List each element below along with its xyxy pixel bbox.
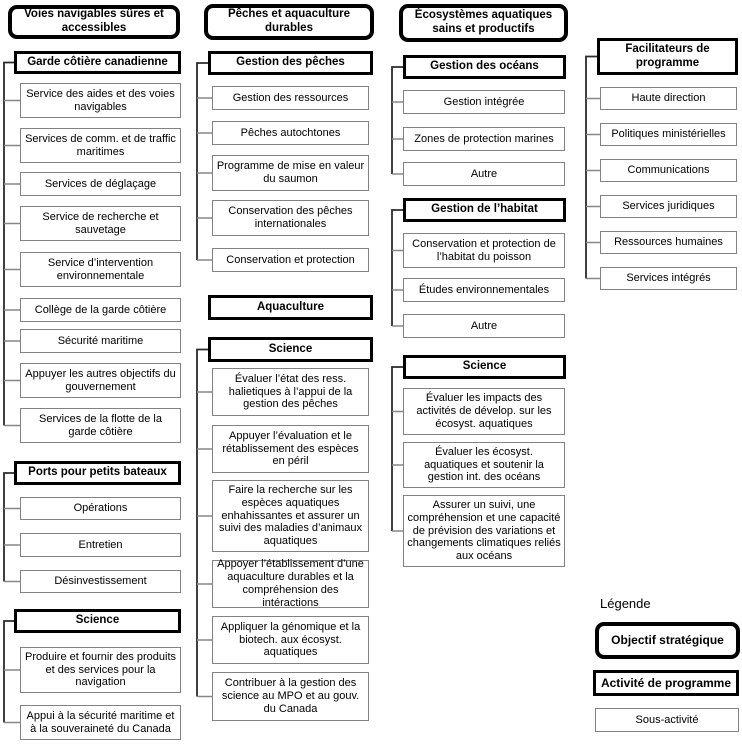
sub-activity-box: Désinvestissement [20,570,181,593]
sub-activity-box: Évaluer les impacts des activités de dévelop. sur les écosyst. aquatiques [403,388,565,435]
sub-activity-box: Appliquer la génomique et la biotech. aux écosyst. aquatiques [212,616,369,664]
connector-trunk-facilitateurs [586,57,597,279]
activity-box-science-voies: Science [14,609,181,633]
activity-box-facilitateurs-programme: Facilitateurs de programme [597,38,738,75]
connector-trunk-science-voies [4,621,14,723]
sub-activity-box: Appuyer l’évaluation et le rétablissement des espèces en péril [212,425,369,473]
sub-activity-box: Zones de protection marines [403,127,565,151]
activity-box-gestion-habitat: Gestion de l’habitat [403,198,566,222]
sub-activity-box: Appui à la sécurité maritime et à la souveraineté du Canada [20,705,181,740]
activity-box-science-peches: Science [208,337,373,362]
legend-subactivity-box: Sous-activité [595,708,739,732]
sub-activity-box: Études environnementales [403,278,565,302]
objective-box-voies-navigables: Voies navigables sûres et accessibles [8,5,180,39]
sub-activity-box: Évaluer les écosyst. aquatiques et soutenir la gestion int. des océans [403,442,565,488]
sub-activity-box: Faire la recherche sur les espèces aquatiques enhahissantes et assurer un suivi des maladies d’animaux aquatiques [212,480,369,552]
sub-activity-box: Collège de la garde côtière [20,298,181,322]
activity-box-aquaculture: Aquaculture [208,295,373,320]
connector-trunk-gestion-habitat [392,210,403,326]
sub-activity-box: Communications [600,159,737,182]
sub-activity-box: Services de la flotte de la garde côtière [20,408,181,443]
sub-activity-box: Ressources humaines [600,231,737,254]
sub-activity-box: Services de comm. et de traffic maritimes [20,128,181,163]
sub-activity-box: Programme de mise en valeur du saumon [212,155,369,191]
sub-activity-box: Opérations [20,497,181,520]
objective-box-peches-aquaculture: Pêches et aquaculture durables [204,4,374,40]
sub-activity-box: Pêches autochtones [212,121,369,145]
sub-activity-box: Gestion intégrée [403,90,565,114]
sub-activity-box: Services intégrés [600,267,737,290]
sub-activity-box: Haute direction [600,87,737,110]
connector-stubs-col2 [197,98,212,697]
sub-activity-box: Services juridiques [600,195,737,218]
activity-box-garde-cotiere: Garde côtière canadienne [14,51,181,74]
sub-activity-box: Évaluer l’état des ress. halietiques à l’appui de la gestion des pêches [212,368,369,416]
activity-box-science-ecosystemes: Science [403,355,566,379]
sub-activity-box: Entretien [20,533,181,557]
legend-activity-box: Activité de programme [593,670,739,696]
connector-trunk-gestion-oceans [392,67,403,174]
connector-trunk-science-peches [197,350,208,697]
activity-box-ports-petits-bateaux: Ports pour petits bateaux [14,461,181,485]
sub-activity-box: Conservation et protection de l’habitat du poisson [403,233,565,268]
connector-stubs-col4 [586,99,600,279]
activity-box-gestion-peches: Gestion des pêches [208,51,373,75]
sub-activity-box: Contribuer à la gestion des science au MPO et au gouv. du Canada [212,672,369,721]
connector-trunk-garde-cotiere [4,63,14,426]
sub-activity-box: Autre [403,314,565,338]
sub-activity-box: Services de déglaçage [20,172,181,196]
sub-activity-box: Appoyer l’établissement d’une aquaculture durables et la compréhension des intéractions [212,560,369,608]
connector-trunk-gestion-peches [197,63,208,260]
sub-activity-box: Appuyer les autres objectifs du gouvernement [20,363,181,398]
connector-trunk-ports [4,473,14,582]
connector-stubs-col3 [392,102,403,531]
legend-title: Légende [600,596,651,611]
sub-activity-box: Autre [403,162,565,186]
sub-activity-box: Conservation et protection [212,248,369,272]
connector-trunk-science-ecosystemes [392,367,403,531]
objective-box-ecosystemes-aquatiques: Écosystèmes aquatiques sains et productifs [399,4,568,42]
sub-activity-box: Service des aides et des voies navigables [20,83,181,118]
sub-activity-box: Service d’intervention environnementale [20,252,181,287]
sub-activity-box: Produire et fournir des produits et des services pour la navigation [20,647,181,693]
sub-activity-box: Service de recherche et sauvetage [20,206,181,241]
activity-box-gestion-oceans: Gestion des océans [403,55,566,79]
sub-activity-box: Politiques ministérielles [600,123,737,146]
sub-activity-box: Assurer un suivi, une compréhension et une capacité de prévision des variations et changements climatiques reliés aux océans [403,495,565,567]
sub-activity-box: Gestion des ressources [212,86,369,110]
sub-activity-box: Sécurité maritime [20,329,181,353]
legend-objective-box: Objectif stratégique [595,622,740,659]
sub-activity-box: Conservation des pêches internationales [212,200,369,236]
